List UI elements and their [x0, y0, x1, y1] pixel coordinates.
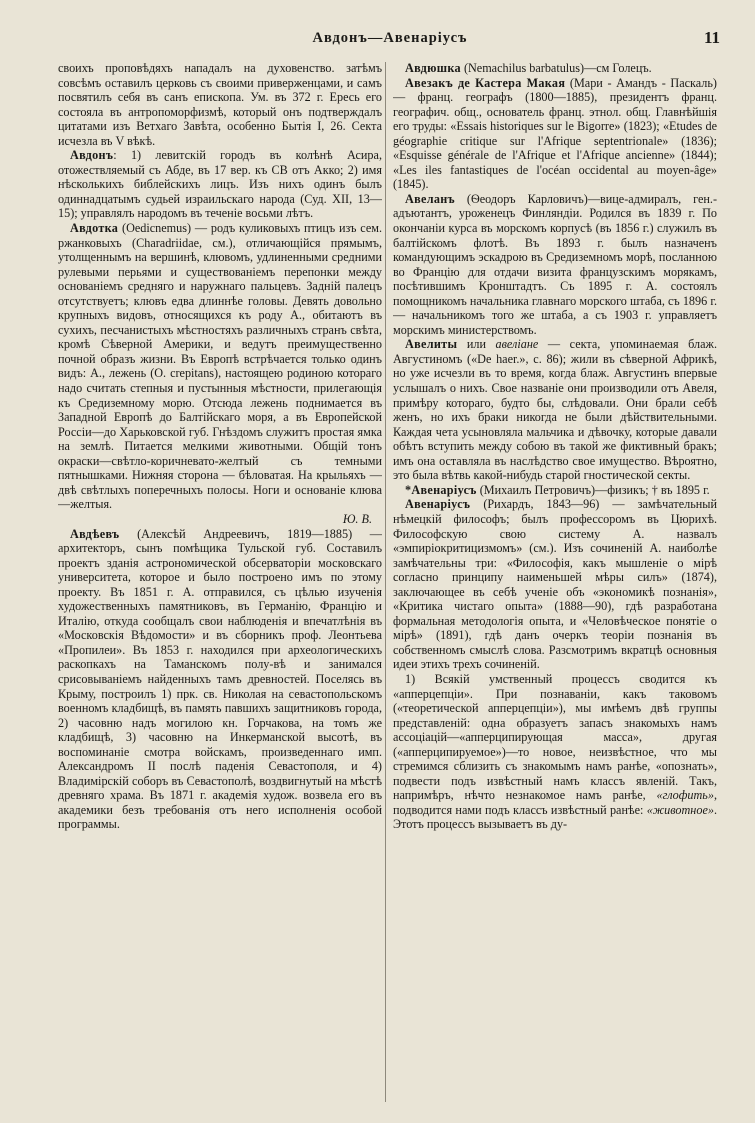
column-divider — [385, 62, 386, 1102]
entry-text: (Алексѣй Андреевичъ, 1819—1885) — архитекторъ, сынъ помѣщика Тульской губ. Составилъ проектъ зданія астрономической обсерваторіи московскаго университета, которое и было построено имъ по этому проекту. Въ 1851 г. А. отправился, съ цѣлью изученія художественныхъ памятниковъ, въ Германію, Францію и Италію, откуда сообщалъ свои наблюденія и впечатлѣнія въ «Московскія Вѣдомости» и въ сборникъ проф. Леонтьева «Пропилеи». Въ 1853 г. находился при археологическихъ раскопкахъ на Таманскомъ полу-вѣ и занимался срисовываніемъ найденныхъ тамъ древностей. Поселясь въ Крыму, построилъ 1) прк. св. Николая на севастопольскомъ военномъ кладбищѣ, въ память павшихъ защитниковъ города, 2) часовню надъ могилою кн. Горчакова, на томъ же кладбищѣ, 3) часовню на Инкерманской высотѣ, въ воспоминаніе смотра войскамъ, произведеннаго имп. Александромъ II послѣ паденія Севастополя, и 4) Владимірскій соборъ въ Севастополѣ, воздвигнутый на мѣстѣ древняго храма. Въ 1871 г. академія худож. возвела его въ академики безъ требованія отъ него исполненія особой программы. — [58, 526, 382, 832]
header-title: Авдонъ—Авенаріусъ — [312, 30, 468, 46]
italic-term: «животное» — [646, 802, 714, 817]
entry-continuation: своихъ проповѣдяхъ нападалъ на духовенство. затѣмъ совсѣмъ оставилъ церковь съ своими приверженцами, и самъ посвятилъ себя въ санъ епископа. Ум. въ 372 г. Ересь его состояла въ антропоморфизмѣ, который онъ подтверждалъ цитатами изъ Ветхаго Завѣта, особенно Бытія I, 26. Секта исчезла въ V вѣкѣ. — [58, 61, 382, 148]
entry-headword: *Авенаріусъ — [405, 482, 477, 497]
paragraph-text: 1) Всякій умственный процессъ сводится къ «апперцепціи». При познаваніи, какъ таковомъ («теоретической апперцепціи»), мы имѣемъ двѣ группы представленій: одна образуетъ запасъ знакомыхъ намъ ассоціацій—«апперципирующая масса», другая («апперципируемое»)—то новое, неизвѣстное, что мы стремимся сблизить съ знакомымъ намъ ранѣе, «опознать», подвести подъ извѣстный намъ классъ явленій. Такъ, напримѣръ, нѣчто незнакомое намъ ранѣе, — [393, 671, 717, 803]
paragraph-text: , подводится нами подъ классъ извѣстный ранѣе: — [393, 788, 717, 817]
page-number: 11 — [703, 28, 720, 47]
entry-headword: Авенаріусъ — [405, 497, 471, 512]
entry-text: (Мари - Амандъ - Паскаль) — франц. географъ (1800—1885), президентъ франц. географич. общ., основатель франц. этнол. общ. Главнѣйшія его труды: «Essais historiques sur le Bigorre» (1823); «Etudes de géographie critique sur l'Afrique septentrionale» (1836); «Esquisse générale de l'Afrique et l'Afrique ancienne» (1844); «Les iles fantastiques de l'océan occidental au moyen-âge» (1845). — [393, 75, 717, 192]
entry-text: : 1) левитскій городъ въ колѣнѣ Асира, отожествляемый съ Абде, въ 17 вер. къ СВ отъ Акко; 2) имя нѣсколькихъ библейскихъ лицъ. Изъ нихъ одинъ былъ одиннадцатымъ судьей израильскаго народа (Суд. XII, 13—15); управлялъ народомъ въ теченіе восьми лѣтъ. — [58, 148, 382, 221]
italic-term: «глофить» — [656, 788, 714, 803]
entry-headword: Авдюшка — [405, 61, 461, 75]
entry-headword: Авеланъ — [405, 191, 455, 206]
entry-avelan — [393, 192, 717, 337]
entry-text: — секта, упоминаемая блаж. Августиномъ («De haer.», с. 86); жили въ сѣверной Африкѣ, но уже исчезли въ то время, когда блаж. Августинъ впервые услышалъ о нихъ. Свое названіе они производили отъ Авеля, примѣру котораго, будто бы, слѣдовали. Они брали себѣ женъ, но ихъ браки никогда не были дѣйствительными. Каждая чета усыновляла мальчика и дѣвочку, которые давали обѣтъ вступить между собою въ такой же фиктивный бракъ; имъ она оставляла въ наслѣдство свое имущество. Вѣроятно, это была вѣтвь какой-нибудь старой гностической секты. — [393, 337, 717, 483]
entry-text: (Рихардъ, 1843—96) — замѣчательный нѣмецкій философъ; былъ профессоромъ въ Цюрихѣ. Философскую свою систему А. назвалъ «эмпиріокритицизмомъ» (см.). Изъ сочиненій А. наиболѣе замѣчательны три: «Философія, какъ мышленіе о мірѣ согласно принципу наименьшей мѣры силъ» (1874), заключающее въ себѣ ученіе объ «экономикѣ познанія», «Критика чистаго опыта» (1888—90), гдѣ разработана формальная методологія опыта, и «Человѣческое понятіе о мірѣ» (1891), гдѣ данъ очеркъ теоріи познанія въ собственномъ смыслѣ слова. Разсмотримъ вкратцѣ основныя идеи этихъ трехъ сочиненій. — [393, 497, 717, 672]
entry-italic-term: авеліане — [495, 337, 539, 352]
entry-headword: Авдотка — [70, 221, 119, 236]
entry-text-pre: или — [457, 337, 496, 352]
right-column — [393, 61, 717, 1106]
entry-avenarius-richard — [393, 497, 717, 672]
entry-avdon — [58, 148, 382, 221]
entry-headword: Авдѣевъ — [70, 526, 120, 541]
entry-avdyushka — [393, 61, 717, 76]
entry-avezac — [393, 76, 717, 192]
left-column — [58, 61, 382, 1106]
entry-avenarius-mikhail — [393, 483, 717, 498]
entry-avdotka — [58, 221, 382, 512]
author-signature: Ю. В. — [342, 511, 372, 526]
entry-paragraph-1 — [393, 672, 717, 832]
running-header — [60, 28, 720, 54]
entry-avelity — [393, 337, 717, 482]
entry-text: (Nemachilus barbatulus)—см Голецъ. — [460, 61, 652, 75]
paragraph-text: . Этотъ процессъ вызываетъ въ ду- — [393, 802, 717, 832]
entry-avdeev — [58, 527, 382, 832]
entry-headword: Авдонъ — [70, 148, 114, 163]
entry-text: (Oedicnemus) — родъ куликовыхъ птицъ изъ сем. ржанковыхъ (Charadriidae, см.), отличающійся прямымъ, утолщеннымъ на вершинѣ, клювомъ, удлиненными средними рулевыми перьями и существованіемъ перепонки между основаніемъ средняго и наружнаго пальцевъ. Задній палецъ отсутствуетъ; клювъ едва длиннѣе головы. Девять довольно крупныхъ видовъ, относящихся къ роду А., обитаютъ въ сухихъ, песчанистыхъ мѣстностяхъ различныхъ странъ свѣта, кромѣ Сѣверной Америки, и ведутъ преимущественно почной образъ жизни. Въ Европѣ встрѣчается только одинъ видъ: А., лежень (O. crepitans), настоящею родиною котораго надо считать степныя и пустынныя мѣстности, прилегающія къ Средиземному морю. Отсюда лежень поднимается въ Западной Европѣ до Балтійскаго моря, а въ Европейской Россіи—до Харьковской губ. Гнѣздомъ служитъ простая ямка на землѣ. Питается мелкими животными. Общій тонъ окраски—свѣтло-коричневато-желтый съ темными пятнышками. Нижняя сторона — бѣловатая. На крыльяхъ — двѣ свѣтлыхъ поперечныхъ полосы. Ноги и основаніе клюва—желтыя. — [58, 221, 382, 512]
entry-text: (Михаилъ Петровичъ)—физикъ; † въ 1895 г. — [476, 482, 710, 497]
entry-headword: Авезакъ де Кастера Макая — [405, 75, 566, 90]
entry-text: (Ѳеодоръ Карловичъ)—вице-адмиралъ, ген.-адъютантъ, уроженецъ Финляндіи. Родился въ 1839 г. По окончаніи курса въ морскомъ корпусѣ (въ 1856 г.) служилъ въ балтійскомъ флотѣ. Въ 1893 г. былъ назначенъ командующимъ эскадрою въ Средиземномъ морѣ, посланною во Францію для отдачи визита французскимъ морякамъ, посѣтившимъ Кронштадтъ. Съ 1895 г. А. состоялъ помощникомъ начальника главнаго морского штаба, съ 1896 г. — начальникомъ того же штаба, а съ 1903 г. управляетъ морскимъ министерствомъ. — [393, 191, 717, 337]
entry-headword: Авелиты — [405, 337, 458, 352]
